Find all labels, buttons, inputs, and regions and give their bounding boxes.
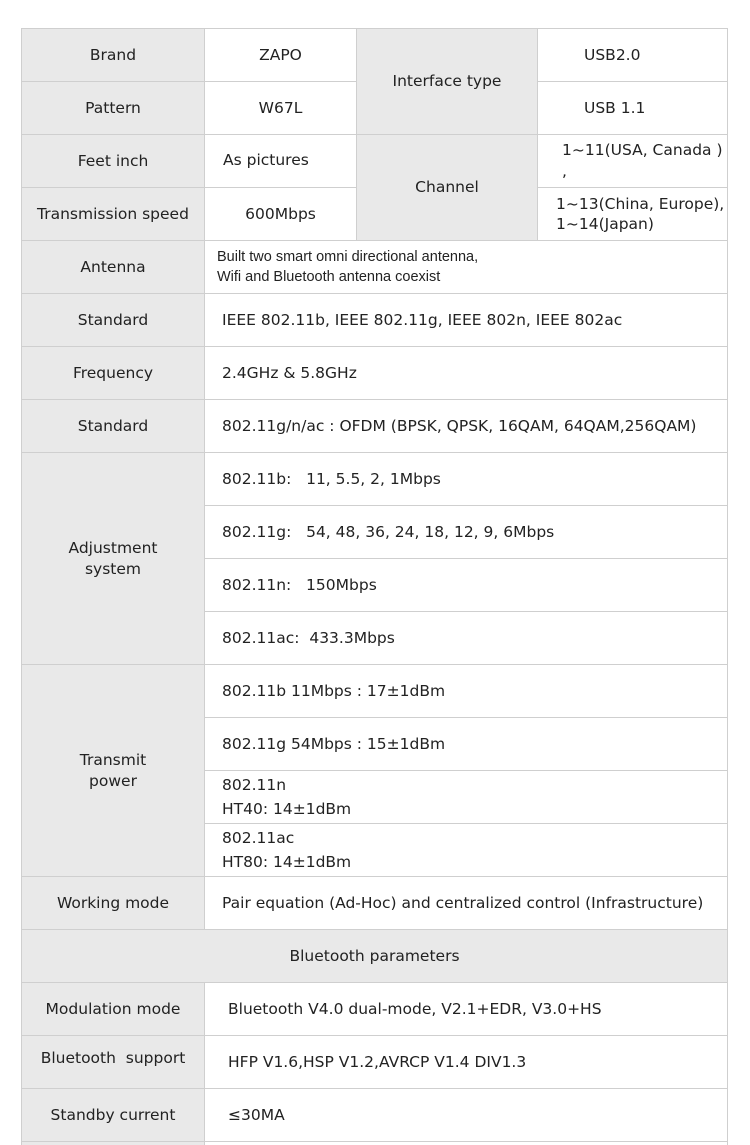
- transmission-speed-label: Transmission speed: [21, 187, 205, 241]
- adjustment-label-line-1: Adjustment: [68, 538, 158, 557]
- pattern-label: Pattern: [21, 81, 205, 135]
- working-mode-value: Pair equation (Ad-Hoc) and centralized control (Infrastructure): [204, 876, 728, 930]
- adjustment-row-11ac: 802.11ac: 433.3Mbps: [204, 611, 728, 665]
- transmit-row-11b: 802.11b 11Mbps : 17±1dBm: [204, 664, 728, 718]
- frequency-label: Frequency: [21, 346, 205, 400]
- brand-value: ZAPO: [204, 28, 357, 82]
- transmission-speed-value: 600Mbps: [204, 187, 357, 241]
- bluetooth-section-header: Bluetooth parameters: [21, 929, 728, 983]
- modulation-mode-value: Bluetooth V4.0 dual-mode, V2.1+EDR, V3.0+HS: [204, 982, 728, 1036]
- interface-type-label: Interface type: [356, 28, 538, 135]
- channel-label: Channel: [356, 134, 538, 241]
- standby-current-value: ≤30MA: [204, 1088, 728, 1142]
- adjustment-row-11g: 802.11g: 54, 48, 36, 24, 18, 12, 9, 6Mbps: [204, 505, 728, 559]
- standard-value: IEEE 802.11b, IEEE 802.11g, IEEE 802n, IEEE 802ac: [204, 293, 728, 347]
- modulation-mode-label: Modulation mode: [21, 982, 205, 1036]
- antenna-line-2: Wifi and Bluetooth antenna coexist: [217, 269, 441, 285]
- channel-value-japan: 1~14(Japan): [556, 215, 654, 233]
- antenna-label: Antenna: [21, 240, 205, 294]
- adjustment-system-label: [21, 452, 205, 665]
- transmit-row-11g: 802.11g 54Mbps : 15±1dBm: [204, 717, 728, 771]
- adjustment-row-11n: 802.11n: 150Mbps: [204, 558, 728, 612]
- interface-value-usb2: USB2.0: [537, 28, 728, 82]
- modulation-standard-value: 802.11g/n/ac : OFDM (BPSK, QPSK, 16QAM, 64QAM,256QAM): [204, 399, 728, 453]
- antenna-value: [204, 240, 728, 294]
- adjustment-row-11b: 802.11b: 11, 5.5, 2, 1Mbps: [204, 452, 728, 506]
- interface-value-usb1: USB 1.1: [537, 81, 728, 135]
- channel-value-usa: 1~11(USA, Canada ) ,: [537, 134, 728, 188]
- transmit-label-line-1: Transmit: [79, 750, 147, 769]
- transmit-row-11ac: [204, 823, 728, 877]
- next-row-value-partial: [204, 1141, 728, 1145]
- transmit-row-11n: [204, 770, 728, 824]
- bluetooth-support-label: Bluetooth support: [21, 1035, 205, 1089]
- bluetooth-support-value: HFP V1.6,HSP V1.2,AVRCP V1.4 DIV1.3: [204, 1035, 728, 1089]
- pattern-value: W67L: [204, 81, 357, 135]
- frequency-value: 2.4GHz & 5.8GHz: [204, 346, 728, 400]
- standard-label: Standard: [21, 293, 205, 347]
- modulation-standard-label: Standard: [21, 399, 205, 453]
- working-mode-label: Working mode: [21, 876, 205, 930]
- adjustment-label-line-2: system: [84, 559, 142, 578]
- channel-value-china: 1~13(China, Europe),: [556, 195, 725, 213]
- antenna-line-1: Built two smart omni directional antenna,: [217, 249, 479, 265]
- feet-inch-label: Feet inch: [21, 134, 205, 188]
- brand-label: Brand: [21, 28, 205, 82]
- transmit-11ac-line-2: HT80: 14±1dBm: [222, 853, 352, 871]
- next-row-label-partial: [21, 1141, 205, 1145]
- transmit-label-line-2: power: [89, 771, 137, 790]
- transmit-power-label: [21, 664, 205, 877]
- transmit-11n-line-1: 802.11n: [222, 776, 287, 794]
- transmit-11ac-line-1: 802.11ac: [222, 829, 295, 847]
- standby-current-label: Standby current: [21, 1088, 205, 1142]
- channel-value-china-japan: [537, 187, 728, 241]
- transmit-11n-line-2: HT40: 14±1dBm: [222, 800, 352, 818]
- feet-inch-value: As pictures: [204, 134, 357, 188]
